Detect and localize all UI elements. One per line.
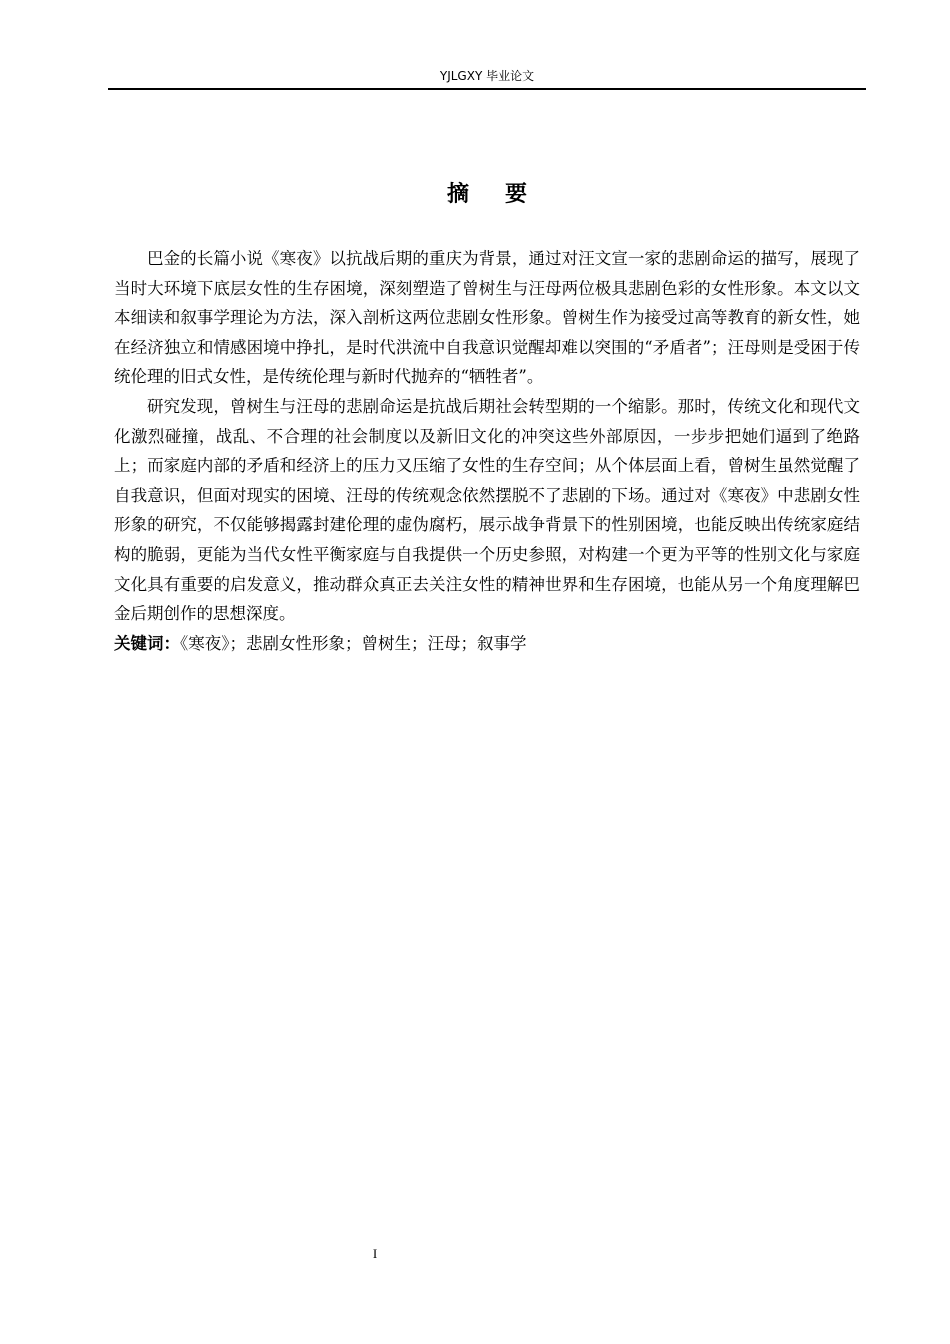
abstract-paragraph-1: 巴金的长篇小说《寒夜》以抗战后期的重庆为背景，通过对汪文宣一家的悲剧命运的描写，展现了当时大环境下底层女性的生存困境，深刻塑造了曾树生与汪母两位极具悲剧色彩的女性形象。本文以文本细读和叙事学理论为方法，深入剖析这两位悲剧女性形象。曾树生作为接受过高等教育的新女性，她在经济独立和情感困境中挣扎，是时代洪流中自我意识觉醒却难以突围的“矛盾者”；汪母则是受困于传统伦理的旧式女性，是传统伦理与新时代抛弃的“牺牲者”。 <box>114 249 860 387</box>
page-number: I <box>372 1246 378 1261</box>
page-header: YJLGXY 毕业论文 <box>439 69 535 83</box>
abstract-body <box>114 244 860 658</box>
abstract-paragraph-2: 研究发现，曾树生与汪母的悲剧命运是抗战后期社会转型期的一个缩影。那时，传统文化和现代文化激烈碰撞，战乱、不合理的社会制度以及新旧文化的冲突这些外部原因，一步步把她们逼到了绝路上；而家庭内部的矛盾和经济上的压力又压缩了女性的生存空间；从个体层面上看，曾树生虽然觉醒了自我意识，但面对现实的困境、汪母的传统观念依然摆脱不了悲剧的下场。通过对《寒夜》中悲剧女性形象的研究，不仅能够揭露封建伦理的虚伪腐朽，展示战争背景下的性别困境，也能反映出传统家庭结构的脆弱，更能为当代女性平衡家庭与自我提供一个历史参照，对构建一个更为平等的性别文化与家庭文化具有重要的启发意义，推动群众真正去关注女性的精神世界和生存困境，也能从另一个角度理解巴金后期创作的思想深度。 <box>114 396 860 624</box>
keywords-label: 关键词： <box>114 633 180 653</box>
keywords-line <box>114 629 860 659</box>
abstract-title: 摘要 <box>446 182 563 207</box>
header-divider <box>108 88 866 90</box>
keywords-value: 《寒夜》；悲剧女性形象；曾树生；汪母；叙事学 <box>180 633 527 653</box>
